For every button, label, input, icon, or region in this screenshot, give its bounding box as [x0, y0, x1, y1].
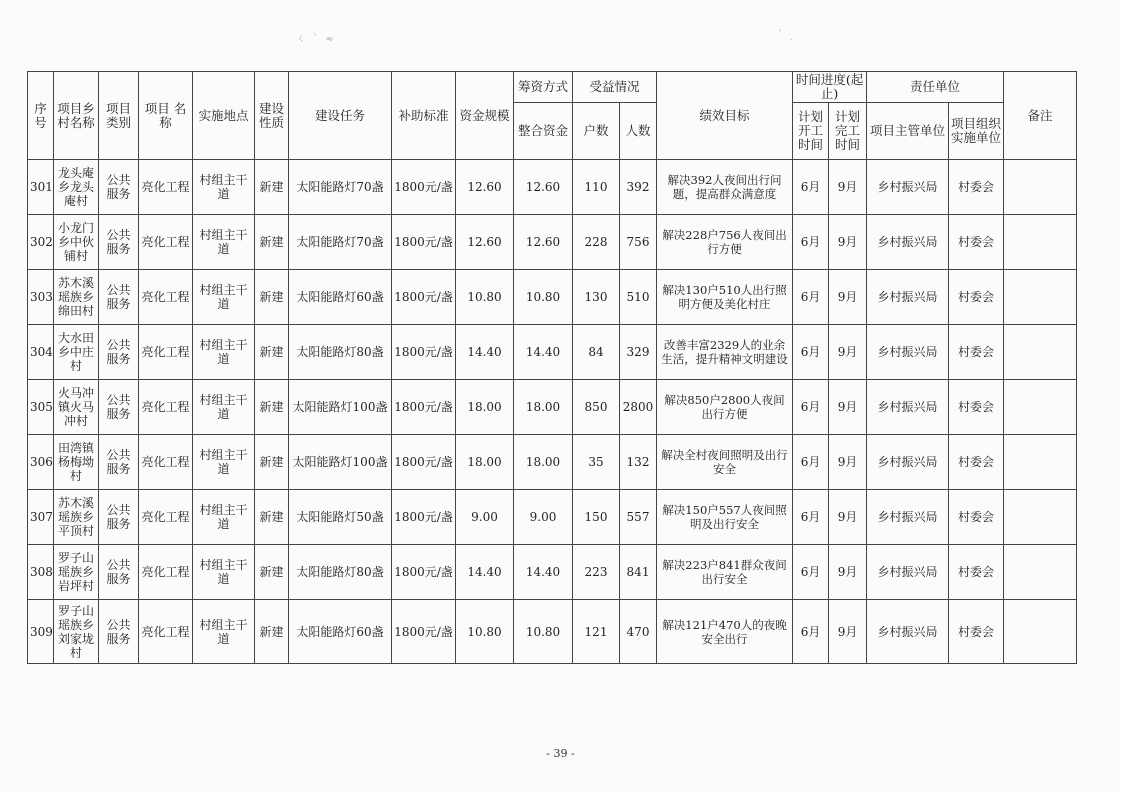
cell-households: 850: [573, 380, 620, 435]
header-funding-group: 筹资方式: [514, 72, 573, 103]
cell-start: 6月: [793, 490, 829, 545]
cell-integrated: 10.80: [514, 600, 573, 664]
cell-subsidy: 1800元/盏: [392, 270, 456, 325]
cell-households: 84: [573, 325, 620, 380]
cell-note: [1004, 545, 1077, 600]
cell-nature: 新建: [255, 600, 289, 664]
cell-scale: 12.60: [456, 160, 514, 215]
cell-seq: 305: [28, 380, 54, 435]
table-row: [28, 160, 1077, 215]
cell-start: 6月: [793, 435, 829, 490]
cell-location: 村组主干道: [193, 325, 255, 380]
cell-project-name: 亮化工程: [139, 270, 193, 325]
cell-persons: 392: [620, 160, 657, 215]
cell-subsidy: 1800元/盏: [392, 435, 456, 490]
cell-category: 公共服务: [99, 380, 139, 435]
cell-seq: 302: [28, 215, 54, 270]
cell-supervisor: 乡村振兴局: [867, 600, 949, 664]
cell-implementer: 村委会: [949, 270, 1004, 325]
header-village: 项目乡村名称: [54, 72, 99, 160]
cell-persons: 2800: [620, 380, 657, 435]
cell-integrated: 12.60: [514, 160, 573, 215]
cell-village: 火马冲镇火马冲村: [54, 380, 99, 435]
cell-supervisor: 乡村振兴局: [867, 215, 949, 270]
cell-start: 6月: [793, 600, 829, 664]
header-benefit-group: 受益情况: [573, 72, 657, 103]
cell-location: 村组主干道: [193, 380, 255, 435]
cell-households: 223: [573, 545, 620, 600]
cell-end: 9月: [829, 270, 867, 325]
cell-persons: 557: [620, 490, 657, 545]
cell-project-name: 亮化工程: [139, 600, 193, 664]
cell-subsidy: 1800元/盏: [392, 380, 456, 435]
cell-integrated: 14.40: [514, 545, 573, 600]
cell-task: 太阳能路灯80盏: [289, 325, 392, 380]
cell-task: 太阳能路灯50盏: [289, 490, 392, 545]
cell-end: 9月: [829, 435, 867, 490]
cell-scale: 9.00: [456, 490, 514, 545]
cell-seq: 308: [28, 545, 54, 600]
cell-households: 110: [573, 160, 620, 215]
cell-end: 9月: [829, 545, 867, 600]
cell-goal: 解决850户2800人夜间出行方便: [657, 380, 793, 435]
cell-persons: 841: [620, 545, 657, 600]
header-category: 项目类别: [99, 72, 139, 160]
cell-goal: 解决150户557人夜间照明及出行安全: [657, 490, 793, 545]
cell-subsidy: 1800元/盏: [392, 215, 456, 270]
cell-scale: 12.60: [456, 215, 514, 270]
cell-scale: 14.40: [456, 325, 514, 380]
table-row: [28, 215, 1077, 270]
table-row: [28, 545, 1077, 600]
cell-village: 苏木溪瑶族乡平顶村: [54, 490, 99, 545]
cell-village: 大水田乡中庄村: [54, 325, 99, 380]
cell-goal: 解决228户756人夜间出行方便: [657, 215, 793, 270]
cell-note: [1004, 215, 1077, 270]
cell-seq: 304: [28, 325, 54, 380]
cell-end: 9月: [829, 600, 867, 664]
cell-category: 公共服务: [99, 325, 139, 380]
cell-households: 228: [573, 215, 620, 270]
cell-nature: 新建: [255, 545, 289, 600]
header-note: 备注: [1004, 72, 1077, 160]
cell-integrated: 12.60: [514, 215, 573, 270]
cell-task: 太阳能路灯70盏: [289, 160, 392, 215]
cell-integrated: 18.00: [514, 435, 573, 490]
cell-end: 9月: [829, 490, 867, 545]
cell-start: 6月: [793, 215, 829, 270]
table-row: [28, 490, 1077, 545]
cell-task: 太阳能路灯70盏: [289, 215, 392, 270]
cell-category: 公共服务: [99, 435, 139, 490]
header-goal: 绩效目标: [657, 72, 793, 160]
cell-implementer: 村委会: [949, 160, 1004, 215]
cell-supervisor: 乡村振兴局: [867, 325, 949, 380]
cell-persons: 132: [620, 435, 657, 490]
table-row: [28, 380, 1077, 435]
cell-task: 太阳能路灯60盏: [289, 270, 392, 325]
scan-mark-left: ㄑ ˋ ≈: [296, 34, 336, 45]
cell-end: 9月: [829, 215, 867, 270]
cell-persons: 329: [620, 325, 657, 380]
table-row: [28, 325, 1077, 380]
cell-persons: 510: [620, 270, 657, 325]
cell-category: 公共服务: [99, 270, 139, 325]
cell-seq: 306: [28, 435, 54, 490]
cell-location: 村组主干道: [193, 435, 255, 490]
cell-task: 太阳能路灯60盏: [289, 600, 392, 664]
cell-supervisor: 乡村振兴局: [867, 270, 949, 325]
cell-nature: 新建: [255, 270, 289, 325]
cell-goal: 解决223户841群众夜间出行安全: [657, 545, 793, 600]
header-subsidy: 补助标准: [392, 72, 456, 160]
cell-integrated: 9.00: [514, 490, 573, 545]
cell-implementer: 村委会: [949, 490, 1004, 545]
cell-category: 公共服务: [99, 160, 139, 215]
cell-location: 村组主干道: [193, 545, 255, 600]
cell-start: 6月: [793, 270, 829, 325]
page-number: - 39 -: [546, 747, 575, 760]
cell-implementer: 村委会: [949, 600, 1004, 664]
header-end-time: 计划完工时间: [829, 103, 867, 160]
cell-project-name: 亮化工程: [139, 325, 193, 380]
cell-integrated: 14.40: [514, 325, 573, 380]
cell-village: 罗子山瑶族乡岩坪村: [54, 545, 99, 600]
cell-supervisor: 乡村振兴局: [867, 490, 949, 545]
cell-scale: 18.00: [456, 435, 514, 490]
cell-subsidy: 1800元/盏: [392, 545, 456, 600]
header-households: 户数: [573, 103, 620, 160]
cell-start: 6月: [793, 545, 829, 600]
cell-task: 太阳能路灯100盏: [289, 380, 392, 435]
cell-implementer: 村委会: [949, 435, 1004, 490]
cell-note: [1004, 380, 1077, 435]
cell-project-name: 亮化工程: [139, 380, 193, 435]
cell-goal: 解决392人夜间出行问题，提高群众满意度: [657, 160, 793, 215]
project-table: [27, 71, 1077, 664]
cell-subsidy: 1800元/盏: [392, 600, 456, 664]
cell-end: 9月: [829, 160, 867, 215]
cell-nature: 新建: [255, 490, 289, 545]
cell-start: 6月: [793, 160, 829, 215]
cell-supervisor: 乡村振兴局: [867, 380, 949, 435]
cell-goal: 解决全村夜间照明及出行安全: [657, 435, 793, 490]
cell-location: 村组主干道: [193, 600, 255, 664]
cell-location: 村组主干道: [193, 215, 255, 270]
header-implementer: 项目组织实施单位: [949, 103, 1004, 160]
cell-task: 太阳能路灯100盏: [289, 435, 392, 490]
cell-nature: 新建: [255, 380, 289, 435]
header-task: 建设任务: [289, 72, 392, 160]
header-integrated-funds: 整合资金: [514, 103, 573, 160]
cell-village: 罗子山瑶族乡刘家垅村: [54, 600, 99, 664]
cell-households: 150: [573, 490, 620, 545]
cell-goal: 解决130户510人出行照明方便及美化村庄: [657, 270, 793, 325]
cell-project-name: 亮化工程: [139, 160, 193, 215]
cell-persons: 756: [620, 215, 657, 270]
cell-category: 公共服务: [99, 490, 139, 545]
header-project-name: 项目 名称: [139, 72, 193, 160]
cell-seq: 307: [28, 490, 54, 545]
cell-supervisor: 乡村振兴局: [867, 435, 949, 490]
cell-seq: 303: [28, 270, 54, 325]
cell-note: [1004, 435, 1077, 490]
cell-task: 太阳能路灯80盏: [289, 545, 392, 600]
cell-project-name: 亮化工程: [139, 490, 193, 545]
cell-village: 苏木溪瑶族乡绵田村: [54, 270, 99, 325]
cell-implementer: 村委会: [949, 325, 1004, 380]
cell-location: 村组主干道: [193, 160, 255, 215]
cell-village: 田湾镇杨梅坳村: [54, 435, 99, 490]
cell-location: 村组主干道: [193, 490, 255, 545]
cell-start: 6月: [793, 325, 829, 380]
cell-households: 121: [573, 600, 620, 664]
cell-integrated: 10.80: [514, 270, 573, 325]
cell-subsidy: 1800元/盏: [392, 160, 456, 215]
header-seq: 序号: [28, 72, 54, 160]
table-row: [28, 600, 1077, 664]
cell-note: [1004, 600, 1077, 664]
scan-mark-right: ˋ ˎ: [778, 30, 796, 41]
header-schedule-group: 时间进度(起止): [793, 72, 867, 103]
cell-subsidy: 1800元/盏: [392, 490, 456, 545]
cell-supervisor: 乡村振兴局: [867, 545, 949, 600]
cell-implementer: 村委会: [949, 215, 1004, 270]
cell-village: 小龙门乡中伙铺村: [54, 215, 99, 270]
header-scale: 资金规模: [456, 72, 514, 160]
cell-persons: 470: [620, 600, 657, 664]
cell-note: [1004, 325, 1077, 380]
cell-nature: 新建: [255, 160, 289, 215]
header-nature: 建设性质: [255, 72, 289, 160]
cell-nature: 新建: [255, 215, 289, 270]
header-start-time: 计划开工时间: [793, 103, 829, 160]
cell-households: 130: [573, 270, 620, 325]
cell-note: [1004, 270, 1077, 325]
header-location: 实施地点: [193, 72, 255, 160]
cell-nature: 新建: [255, 435, 289, 490]
cell-start: 6月: [793, 380, 829, 435]
cell-location: 村组主干道: [193, 270, 255, 325]
cell-note: [1004, 490, 1077, 545]
table-row: [28, 270, 1077, 325]
cell-category: 公共服务: [99, 215, 139, 270]
header-supervisor: 项目主管单位: [867, 103, 949, 160]
cell-seq: 301: [28, 160, 54, 215]
cell-scale: 10.80: [456, 600, 514, 664]
cell-goal: 解决121户470人的夜晚安全出行: [657, 600, 793, 664]
cell-category: 公共服务: [99, 600, 139, 664]
cell-scale: 18.00: [456, 380, 514, 435]
header-responsible-group: 责任单位: [867, 72, 1004, 103]
table-row: [28, 435, 1077, 490]
cell-implementer: 村委会: [949, 545, 1004, 600]
cell-scale: 10.80: [456, 270, 514, 325]
cell-integrated: 18.00: [514, 380, 573, 435]
cell-households: 35: [573, 435, 620, 490]
cell-end: 9月: [829, 325, 867, 380]
cell-end: 9月: [829, 380, 867, 435]
cell-seq: 309: [28, 600, 54, 664]
cell-project-name: 亮化工程: [139, 545, 193, 600]
cell-goal: 改善丰富2329人的业余生活，提升精神文明建设: [657, 325, 793, 380]
cell-project-name: 亮化工程: [139, 435, 193, 490]
cell-project-name: 亮化工程: [139, 215, 193, 270]
cell-supervisor: 乡村振兴局: [867, 160, 949, 215]
cell-subsidy: 1800元/盏: [392, 325, 456, 380]
cell-nature: 新建: [255, 325, 289, 380]
header-persons: 人数: [620, 103, 657, 160]
cell-note: [1004, 160, 1077, 215]
cell-scale: 14.40: [456, 545, 514, 600]
cell-implementer: 村委会: [949, 380, 1004, 435]
cell-village: 龙头庵乡龙头庵村: [54, 160, 99, 215]
cell-category: 公共服务: [99, 545, 139, 600]
